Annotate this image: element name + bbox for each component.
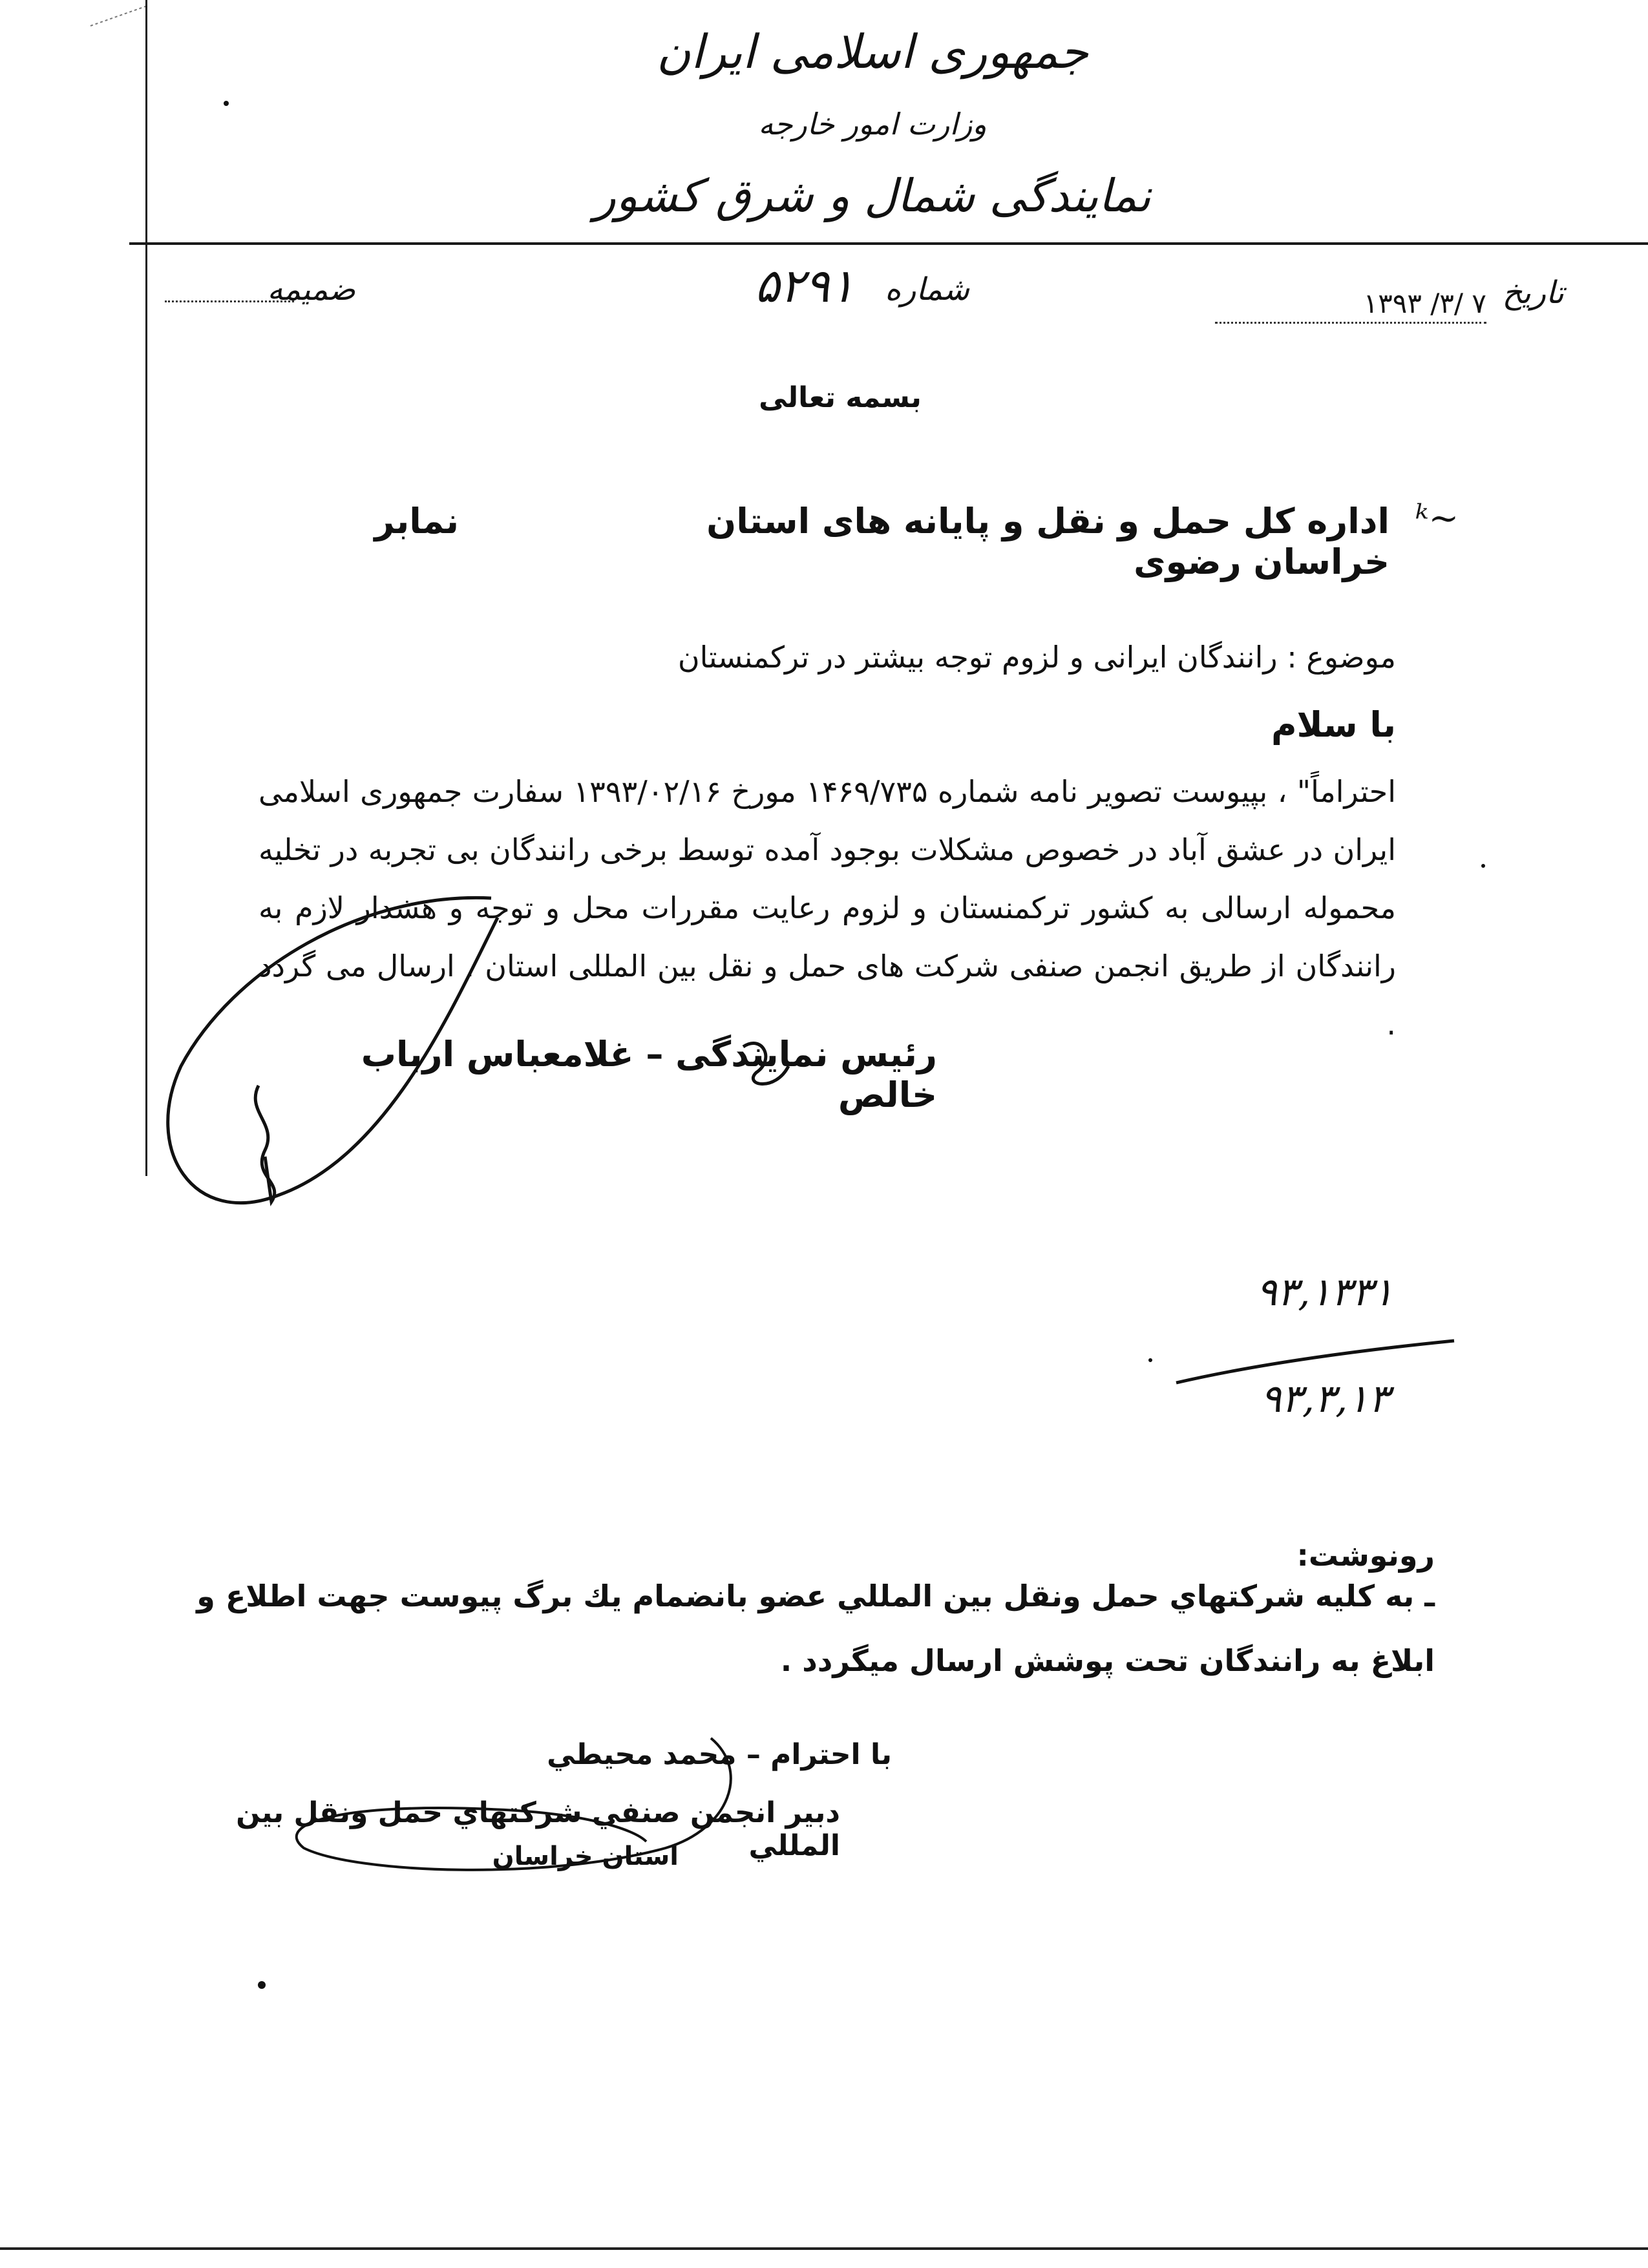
letterhead-country: جمهوری اسلامی ایران (657, 25, 1088, 79)
greeting: با سلام (1271, 704, 1396, 745)
signature-loop (168, 898, 498, 1202)
speck (1148, 1358, 1152, 1362)
date-label: تاریخ (1502, 275, 1564, 311)
handwritten-reference-number: ۹۳,۱۳۳۱ (1256, 1270, 1394, 1315)
letter-number: ۵۲۹۱ (754, 258, 855, 313)
attachment-label: ضمیمه (267, 271, 355, 308)
fax-label: نمابر (374, 501, 459, 541)
speck (258, 1981, 266, 1989)
corner-mark (90, 6, 145, 26)
recipient-line: اداره کل حمل و نقل و پایانه های استان خراسان رضوی (706, 501, 1389, 582)
signature-squiggle (255, 1086, 275, 1202)
subject-line: موضوع : رانندگان ایرانی و لزوم توجه بیشتر در ترکمنستان (677, 640, 1396, 675)
signatory-line: رئیس نمایندگی – غلامعباس ارباب خالص (361, 1034, 937, 1115)
handwritten-reference-date: ۹۳,۳,۱۳ (1260, 1376, 1389, 1422)
date-value: ۱۳۹۳ /۳/ ۷ (1215, 288, 1486, 324)
letter-body: احتراماً" ، بپیوست تصویر نامه شماره ۱۴۶۹/۷۳۵ مورخ ۱۳۹۳/۰۲/۱۶ سفارت جمهوری اسلامی ایران در عشق آباد در خصوص مشکلات بوجود آمده توسط برخی رانندگان بی تجربه در تخلیه محموله ارسالی به کشور ترکمنستان و لزوم رعایت مقررات محل و توجه و هشدار لازم به رانندگان از طریق انجمن صنفی شرکت های حمل و نقل بین المللی استان ، ارسال می گردد . (259, 774, 1396, 1042)
letterhead-office: نمایندگی شمال و شرق کشور (594, 169, 1151, 222)
cc-signer-province: استان خراسان (492, 1842, 679, 1871)
speck (1481, 864, 1485, 868)
cc-heading: رونوشت: (1296, 1538, 1435, 1573)
cc-signature-loop (297, 1738, 731, 1870)
cc-signer-title: دبير انجمن صنفي شركتهاي حمل ونقل بين المللي (236, 1796, 840, 1862)
number-label: شماره (885, 271, 969, 308)
signature-initial (743, 1044, 788, 1084)
basmala-heading: بسمه تعالی (759, 381, 922, 414)
handwritten-mark: ᵏ~ (1415, 498, 1459, 540)
reference-underline (1176, 1341, 1454, 1383)
cc-signer: با احترام – محمد محيطي (547, 1738, 892, 1771)
speck (224, 101, 229, 106)
letterhead-ministry: وزارت امور خارجه (758, 107, 987, 142)
cc-text: ـ به كليه شركتهاي حمل ونقل بين المللي عضو بانضمام يك برگ پيوست جهت اطلاع و ابلاغ به رانندگان تحت پوشش ارسال ميگردد . (196, 1579, 1435, 1678)
